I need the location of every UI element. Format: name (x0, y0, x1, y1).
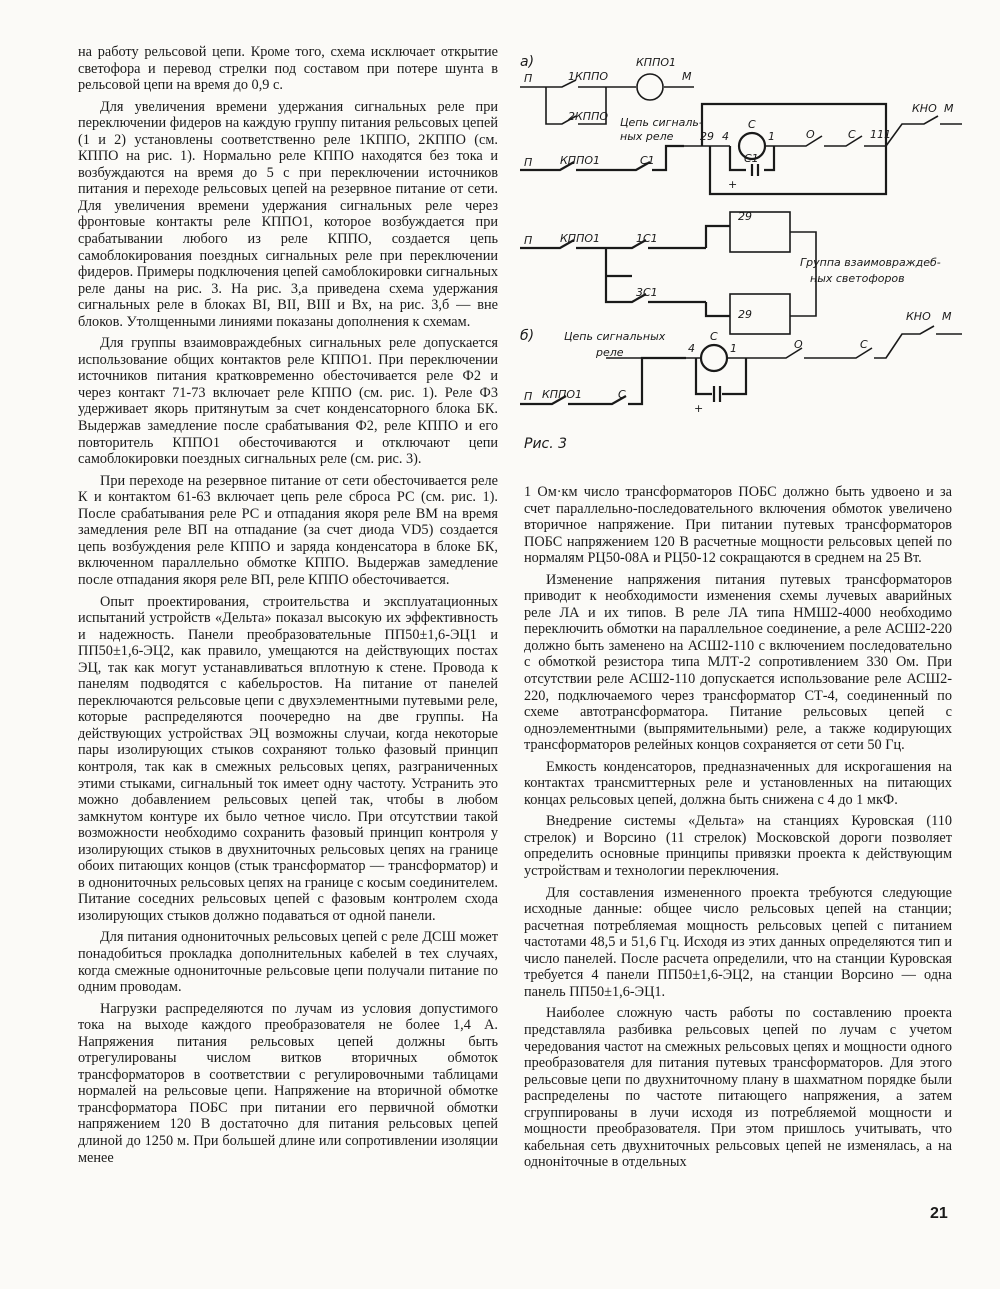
label-p4: П (524, 390, 533, 403)
paragraph: Нагрузки распределяются по лучам из условия допустимого тока на выходе каждого преобразователя не более 1,4 А. Напряжения питания рельсовых цепей должны быть отрегулированы числом витков вторичных обмоток трансформаторов в соответствии с регулировочными таблицами нормалей на рельсовые цепи. Напряжение на вторичной обмотке трансформатора ПОБС при питании его первичной обмотки напряжением 120 В достаточно для питания рельсовых цепей длиной до 1250 м. При большей длине или сопротивлении изоляции менее (78, 1000, 498, 1166)
paragraph: Изменение напряжения питания путевых трансформаторов приводит к необходимости изменения схемы лучевых аварийных реле ЛА и их типов. В реле ЛА типа НМШ2-4000 необходимо переключить обмотки на параллельное соединение, а реле АСШ2-220 должно быть заменено на АСШ2-110 с включением последовательно с обмоткой резистора типа МЛТ-2 сопротивлением 330 Ом. При отсутствии реле АСШ2-110 допускается использование реле АСШ2-220, подключаемого через трансформатор СТ-4, соединенный по схеме автотрансформатора. Питание рельсовых цепей с одноэлементными (выпрямительными) реле, а также кодирующих трансформаторов релейных концов сохраняется от сети 50 Гц. (524, 571, 952, 754)
label-chain2: ных реле (620, 130, 674, 143)
label-o-a: О (806, 128, 815, 141)
label-kppo1-b: КППО1 (560, 154, 601, 167)
page-number: 21 (930, 1205, 948, 1222)
label-chain4: реле (596, 346, 624, 359)
label-3c1: 3С1 (636, 286, 658, 299)
label-plus1: + (728, 178, 738, 191)
label-kno-b: КНО (906, 310, 931, 323)
label-chain1: Цепь сигналь- (620, 116, 703, 129)
label-c1-b: С1 (640, 154, 655, 167)
label-29a: 29 (700, 130, 714, 143)
label-p2: П (524, 156, 533, 169)
paragraph: Опыт проектирования, строительства и эксплуатационных испытаний устройств «Дельта» показал высокую их эффективность и надежность. Панели преобразовательные ПП50±1,6-ЭЦ1 и ПП50±1,6-ЭЦ2, как правило, умещаются на действующих постах ЭЦ, так как могут устанавливаться вплотную к стене. Провода к панелям подводятся с кабельростов. На питание от панелей переключаются рельсовые цепи с двухэлементными путевыми реле, которые распределяются поочередно на две группы. На действующих устройствах ЭЦ возможны случаи, когда некоторые пары изолирующих стыков сохраняют только фазовый принцип контроля, так как в смежных рельсовых цепях, разграниченных этими стыками, сигнальный ток имеет одну частоту. Устранить это можно добавлением рельсовых цепей так, чтобы в любом замкнутом контуре их было четное число. При отсутствии такой возможности необходимо сохранить фазовый принцип контроля у изолирующих стыков в двухниточных рельсовых цепях на границе обоих питающих концов (стык трансформатор — трансформатор) и в однониточных рельсовых цепях на границе с косым соединителем. Питание соседних рельсовых цепей с фазовым контролем схода изолирующих стыков должно подаваться от одной панели. (78, 593, 498, 924)
label-a: а) (520, 54, 535, 70)
label-plus2: + (694, 402, 704, 415)
label-c1-cap: С1 (744, 152, 759, 165)
paragraph: 1 Ом·км число трансформаторов ПОБС должно быть удвоено и за счет параллельно-последовательного включения обмоток увеличено вторичное напряжение. При питании путевых трансформаторов ПОБС напряжением 120 В расчетные мощности рельсовых цепей по нормалям РЦ50-08А и РЦ50-12 сокращаются в среднем на 25 Вт. (524, 484, 952, 567)
left-column (78, 44, 498, 1166)
label-1kppo: 1КППО (568, 70, 609, 83)
paragraph: Для составления измененного проекта требуются следующие исходные данные: общее число рельсовых цепей на станции; расчетная потребляемая мощность рельсовых цепей с питанием частотами 48,5 и 51,6 Гц. Исходя из этих данных определяются тип и число панелей. После расчета определили, что на станции Куровская требуется 4 панели ПП50±1,6-ЭЦ2, на станции Ворсино — одна панель ПП50±1,6-ЭЦ1. (524, 884, 952, 1000)
label-c-d: С (618, 388, 626, 401)
paragraph: Для увеличения времени удержания сигнальных реле при переключении фидеров на каждую группу питания рельсовых цепей (1 и 2) установлены соответственно реле 1КППО, 2КППО (см. КППО на рис. 1). Нормально реле КППО находятся без тока и возбуждаются на время до 5 с при переключении источников питания и переходе рельсовых цепей на резервное питание от сети. Для увеличения времени удержания сигнальных реле через фронтовые контакты реле КППО1, которое возбуждается при срабатывании любого из реле КППО, создается цепь самоблокирования поездных сигнальных реле при переключении фидеров. Примеры подключения цепей самоблокировки сигнальных реле даны на рис. 3. На рис. 3,а приведена схема удержания сигнальных реле в блоках ВI, ВII, ВIII и Вх, на рис. 3,б — вне блоков. Утолщенными линиями показаны дополнения к схемам. (78, 98, 498, 330)
label-kppo1-c: КППО1 (560, 232, 601, 245)
paragraph: на работу рельсовой цепи. Кроме того, схема исключает открытие светофора и перевод стрелки под составом при потере шунта в рельсовой цепи на время до 0,9 с. (78, 44, 498, 94)
label-kno-a: КНО (912, 102, 937, 115)
label-c-b: С (860, 338, 868, 351)
paragraph: При переходе на резервное питание от сети обесточивается реле К и контактом 61-63 включает цепь реле сброса РС (см. рис. 1). После срабатывания реле РС и отпадания якоря реле ВМ на время замедления реле ВП на отпадание (за счет диода VD5) создается цепь возбуждения реле КППО и заряда конденсатора в блоке БК, включенном параллельно обмотке КППО. Выдержав замедление после отпадания якоря реле ВП, реле КППО обесточивается. (78, 472, 498, 588)
figure-3-circuit-diagram (516, 40, 962, 470)
label-c-a: С (848, 128, 856, 141)
paragraph: Для группы взаимовраждебных сигнальных реле допускается использование общих контактов реле КППО1. При переключении источников питания кратковременно обесточивается реле Ф2 и через контакт 71-73 включает реле КППО (см. рис. 1). Реле Ф3 удерживает якорь притянутым за счет конденсаторного блока БК. Выдержав замедление после срабатывания Ф2, реле КППО и его повторитель КППО1 обесточиваются и отключают цепи самоблокировки поездных сигнальных реле (см. рис. 3). (78, 335, 498, 468)
paragraph: Емкость конденсаторов, предназначенных для искрогашения на контактах трансмиттерных реле и установленных на питающих концах рельсовых цепей, должна быть снижена с 4 до 1 мкФ. (524, 758, 952, 808)
label-c-relay1: С (748, 118, 756, 131)
label-1c1: 1С1 (636, 232, 658, 245)
paragraph: Внедрение системы «Дельта» на станциях Куровская (110 стрелок) и Ворсино (11 стрелок) Московской дороги позволяет определить основные принципы привязки проекта к действующим устройствам и технологии переключения. (524, 813, 952, 880)
label-29b: 29 (738, 210, 752, 223)
right-column (524, 484, 952, 1171)
label-kppo1-coil: КППО1 (636, 56, 677, 69)
label-b: б) (520, 328, 535, 344)
label-m3: М (942, 310, 952, 323)
label-2kppo: 2КППО (568, 110, 609, 123)
label-1b: 1 (730, 342, 737, 355)
label-1a: 1 (768, 130, 775, 143)
label-kppo1-d: КППО1 (542, 388, 583, 401)
label-29c: 29 (738, 308, 752, 321)
label-chain3: Цепь сигнальных (564, 330, 666, 343)
label-p1: П (524, 72, 533, 85)
label-o-b: О (794, 338, 803, 351)
label-m2: М (944, 102, 954, 115)
label-group1: Группа взаимовраждеб- (800, 256, 941, 269)
label-4b: 4 (688, 342, 695, 355)
figure-caption: Рис. 3 (524, 436, 568, 452)
label-c-relay2: С (710, 330, 718, 343)
paragraph: Для питания однониточных рельсовых цепей с реле ДСШ может понадобиться прокладка дополнительных кабелей в тех случаях, когда смежные однониточные рельсовые цепи получали питание по одним проводам. (78, 929, 498, 996)
label-p3: П (524, 234, 533, 247)
label-group2: ных светофоров (810, 272, 905, 285)
paragraph: Наиболее сложную часть работы по составлению проекта представляла разбивка рельсовых цепей по лучам с учетом чередования частот на смежных рельсовых цепях и мощности одного преобразователя для питания путевых трансформаторов. Для этого рельсовые цепи по двухниточному плану в шахматном порядке были распределены по частоте питающего напряжения, а затем сгруппированы в лучи исходя из потребляемой мощности и мощности преобразователя. При этом пришлось учитывать, что кабельная сеть двухниточных рельсовых цепей не изменялась, а на одноніточные в отдельных (524, 1005, 952, 1171)
label-4a: 4 (722, 130, 729, 143)
label-m1: М (682, 70, 692, 83)
label-111: 111 (870, 128, 891, 141)
